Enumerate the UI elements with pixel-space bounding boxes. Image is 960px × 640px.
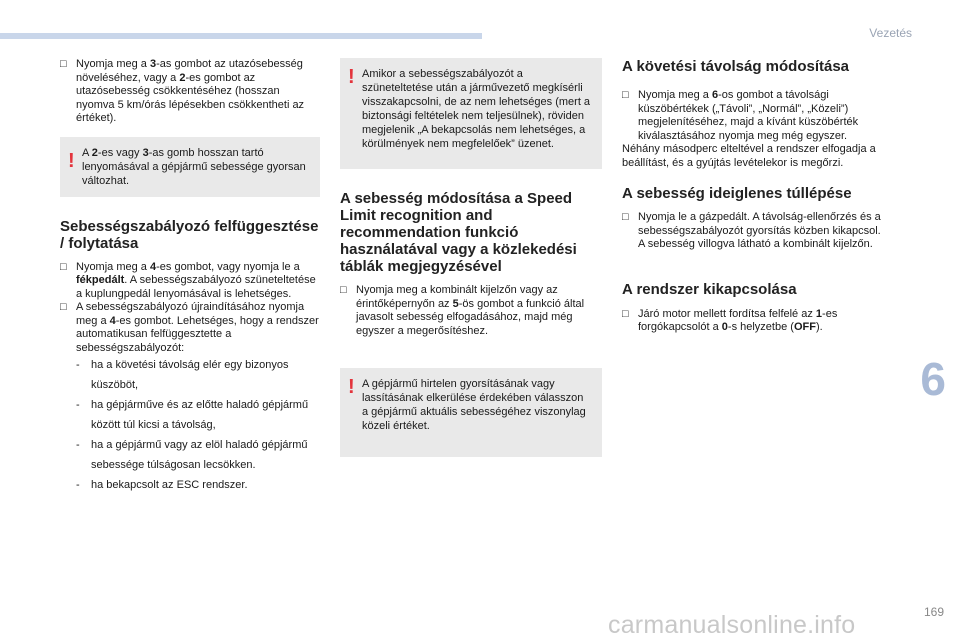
bullet-resume: □ A sebességszabályozó újraindításához nyomja meg a 4-es gombot. Lehetséges, hogy a rendszer automatikusan felfüggesztette a sebességszabályozót: [60,301,319,354]
heading-speed-modify: A sebesség módosítása a Speed Limit recognition and recommendation funkció használatával vagy a közlekedési táblák megjegyzésével [340,190,577,275]
bullet-speed-accept: □ Nyomja meg a kombinált kijelzőn vagy az érintőképernyőn az 5-ös gombot a funkció által javasolt sebesség elfogadásához, majd még egyszer a megerősítéshez. [340,284,585,337]
exclamation-icon: ! [68,149,75,172]
column-2 [340,58,602,457]
checkbox-bullet-icon: □ [60,58,67,70]
checkbox-bullet-icon: □ [622,211,629,223]
header-bar [0,33,482,39]
bullet-system-off: □ Járó motor mellett fordítsa felfelé az 1-es forgókapcsolót a 0-s helyzetbe (OFF). [622,307,838,333]
bullet-overspeed: □ Nyomja le a gázpedált. A távolság-ellenőrzés és a sebességszabályozót gyorsítás közben kikapcsol. A sebesség villogva látható a kombinált kijelzőn. [622,211,881,250]
warning-box: ! Amikor a sebességszabályozót a szüneteltetése után a járművezető megkísérli visszakapcsolni, de az nem lehetséges (mert a biztonsági feltételek nem teljesülnek), röviden megjelenik „A bekapcsolás nem lehetséges, a körülmények nem megfelelőek” üzenet. [340,58,602,169]
warning-box: ! A gépjármű hirtelen gyorsításának vagy lassításának elkerülése érdekében válasszon a gépjármű aktuális sebességéhez viszonylag közeli értéket. [340,368,602,457]
bullet-distance: □ Nyomja meg a 6-os gombot a távolsági küszöbértékek („Távoli”, „Normál”, „Közeli”) megjelenítéséhez, majd a kívánt küszöbérték kiválasztásához nyomja meg még egyszer. [622,89,859,142]
list-item: - ha a követési távolság elér egy bizonyos küszöböt, [76,359,289,391]
list-item: - ha a gépjármű vagy az elöl haladó gépjármű sebessége túlságosan lecsökken. [76,439,308,471]
column-3 [622,58,884,335]
list-item: - ha gépjárműve és az előtte haladó gépjármű között túl kicsi a távolság, [76,399,309,431]
warning-box: ! A 2-es vagy 3-as gomb hosszan tartó lenyomásával a gépjármű sebessége gyorsan változhat. [60,137,320,197]
heading-overspeed: A sebesség ideiglenes túllépése [622,185,852,202]
checkbox-bullet-icon: □ [60,260,67,273]
checkbox-bullet-icon: □ [622,89,629,101]
checkbox-bullet-icon: □ [340,284,347,296]
bullet-speed-adjust: □ Nyomja meg a 3-as gombot az utazósebesség növeléséhez, vagy a 2-es gombot az utazósebesség csökkentéséhez (hosszan nyomva 5 km/órás lépésekben csökkentheti az értéket). [60,58,305,124]
checkbox-bullet-icon: □ [60,301,67,313]
heading-distance: A követési távolság módosítása [622,58,850,75]
watermark: carmanualsonline.info [608,611,856,639]
suspend-conditions-list [60,355,320,495]
chapter-number: 6 [920,353,946,405]
column-1 [60,58,320,495]
section-title: Vezetés [869,26,912,40]
exclamation-icon: ! [348,376,355,398]
bullet-suspend: □ Nyomja meg a 4-es gombot, vagy nyomja le a fékpedált. A sebességszabályozó szüneteltetése a kuplungpedál lenyomásával is lehetséges. [60,260,316,300]
heading-system-off: A rendszer kikapcsolása [622,280,797,298]
heading-suspend-resume: Sebességszabályozó felfüggesztése / folytatása [60,217,319,252]
exclamation-icon: ! [348,66,355,88]
checkbox-bullet-icon: □ [622,307,629,320]
list-item: - ha bekapcsolt az ESC rendszer. [76,479,248,491]
page-number: 169 [923,605,944,619]
paragraph-distance-note: Néhány másodperc elteltével a rendszer elfogadja a beállítást, és a gyújtás levételekor is megőrzi. [622,143,876,169]
